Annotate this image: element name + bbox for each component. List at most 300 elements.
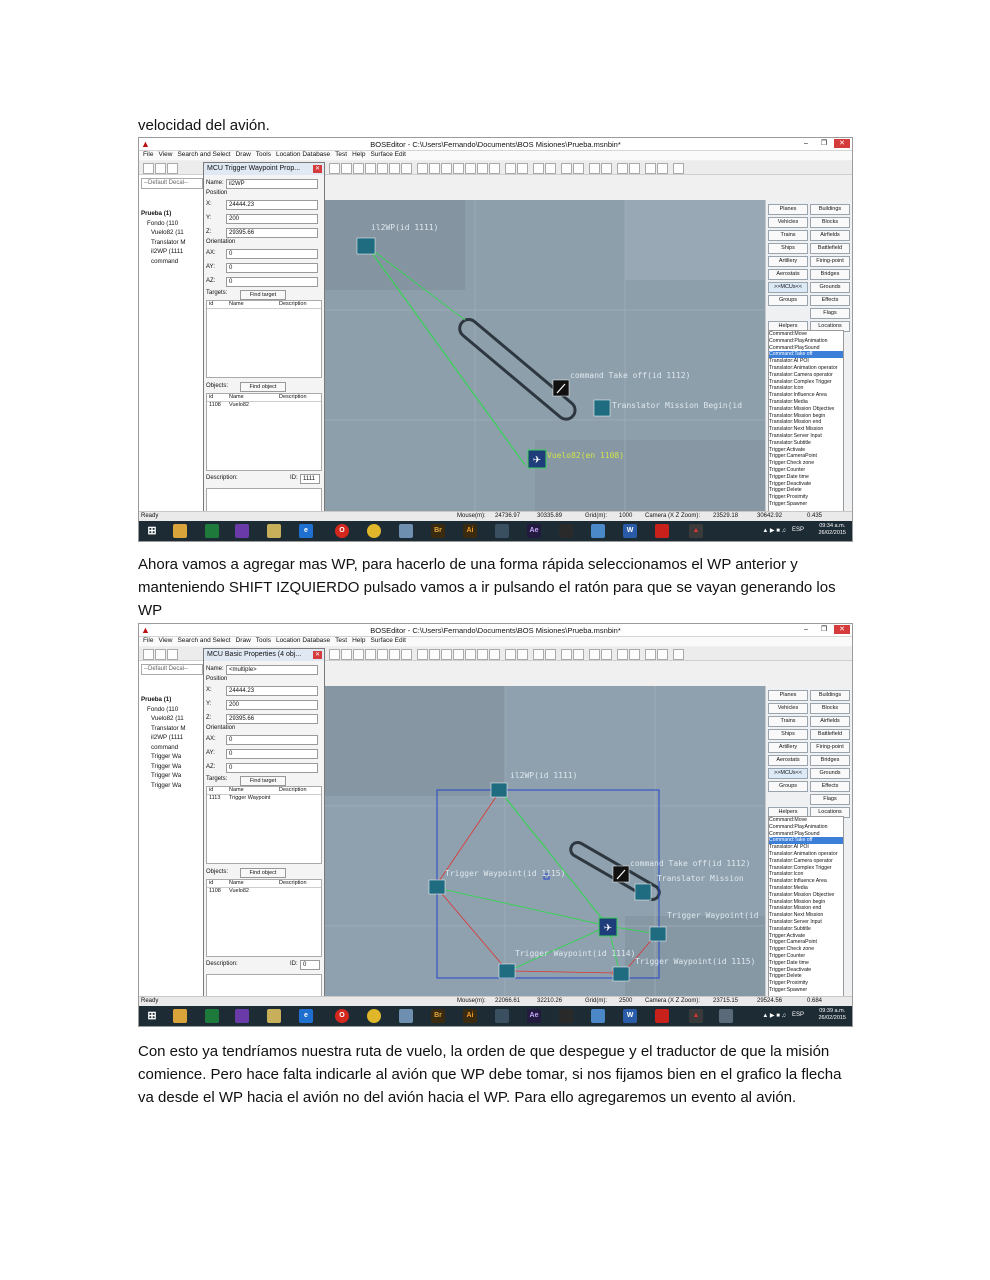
menu-tools[interactable]: Tools: [255, 637, 271, 644]
toolbar-tool-icon[interactable]: [477, 163, 488, 174]
menu-test[interactable]: Test: [335, 151, 348, 158]
toolbar-tool-icon[interactable]: [401, 649, 412, 660]
after-effects-icon[interactable]: Ae: [527, 524, 541, 538]
palette-button[interactable]: Blocks: [810, 217, 850, 228]
list-item[interactable]: Command:PlayAnimation: [769, 337, 828, 344]
toolbar-tool-icon[interactable]: [401, 163, 412, 174]
toolbar-tool-icon[interactable]: [377, 649, 388, 660]
toolbar-tool-icon[interactable]: [341, 649, 352, 660]
palette-button[interactable]: Effects: [810, 781, 850, 792]
paste-icon[interactable]: [167, 649, 178, 660]
palette-button[interactable]: Grounds: [810, 282, 850, 293]
ay-field[interactable]: 0: [226, 263, 318, 273]
translator-icon[interactable]: [635, 884, 651, 900]
tree-item[interactable]: command: [151, 257, 179, 265]
toolbar-tool-icon[interactable]: [589, 649, 600, 660]
list-item[interactable]: Translator:Mission Objective: [769, 405, 835, 412]
list-item[interactable]: Translator:Mission Objective: [769, 891, 835, 898]
map-label-trigger-waypoint: Trigger Waypoint(id: [667, 911, 759, 920]
folder-icon[interactable]: [173, 1009, 187, 1023]
palette-button-mcus[interactable]: >>MCUs<<: [768, 282, 808, 293]
list-item[interactable]: Trigger:Spawner: [769, 986, 808, 993]
menu-help[interactable]: Help: [352, 151, 366, 158]
grid-header: Name: [229, 301, 244, 307]
close-button[interactable]: ✕: [834, 139, 850, 148]
tree-item[interactable]: Trigger Wa: [151, 772, 182, 779]
list-item[interactable]: Translator:Next Mission: [769, 426, 824, 433]
word-icon[interactable]: W: [623, 1009, 637, 1023]
toolbar-tool-icon[interactable]: [589, 163, 600, 174]
waypoint-icon[interactable]: [491, 783, 507, 797]
list-item[interactable]: Translator:AI POI: [769, 358, 809, 365]
palette-button[interactable]: Planes: [768, 690, 808, 701]
palette-button[interactable]: Firing-point: [810, 742, 850, 753]
list-item-selected[interactable]: Command:Take off: [769, 351, 843, 358]
status-camera-x: 23529.18: [713, 513, 739, 519]
folder-icon[interactable]: [173, 524, 187, 538]
toolbar-tool-icon[interactable]: [673, 649, 684, 660]
palette-button[interactable]: Grounds: [810, 768, 850, 779]
tree-item[interactable]: Prueba (1): [141, 696, 172, 703]
list-item[interactable]: Translator:Camera operator: [769, 857, 833, 864]
toolbar-tool-icon[interactable]: [505, 163, 516, 174]
menu-search-select[interactable]: Search and Select: [177, 151, 231, 158]
y-label: Y:: [206, 701, 212, 707]
files-icon[interactable]: [267, 1009, 281, 1023]
palette-button[interactable]: Trains: [768, 716, 808, 727]
list-item[interactable]: Translator:Next Mission: [769, 912, 824, 919]
illustrator-icon[interactable]: Ai: [463, 524, 477, 538]
toolbar-tool-icon[interactable]: [365, 163, 376, 174]
palette-button[interactable]: Flags: [810, 794, 850, 805]
list-item[interactable]: Translator:Influence Area: [769, 878, 827, 885]
tree-item[interactable]: Vuelo82 (11: [151, 715, 184, 722]
targets-label: Targets:: [206, 776, 228, 782]
palette-button[interactable]: Ships: [768, 729, 808, 740]
ax-field[interactable]: 0: [226, 249, 318, 259]
position-label: Position: [206, 190, 228, 196]
list-item-selected[interactable]: Command:Take off: [769, 837, 843, 844]
toolbar-tool-icon[interactable]: [617, 649, 628, 660]
tree-item[interactable]: command: [151, 743, 179, 751]
y-field[interactable]: 200: [226, 700, 318, 710]
link-icon[interactable]: [429, 649, 440, 660]
visual-studio-icon[interactable]: [235, 524, 249, 538]
toolbar-tool-icon[interactable]: [629, 163, 640, 174]
menu-draw[interactable]: Draw: [235, 151, 251, 158]
id-field[interactable]: 0: [300, 960, 320, 970]
files-icon[interactable]: [267, 524, 281, 538]
notepad-icon[interactable]: [399, 524, 413, 538]
menu-location-database[interactable]: Location Database: [275, 637, 331, 644]
toolbar-tool-icon[interactable]: [341, 163, 352, 174]
tree-item[interactable]: Prueba (1): [141, 210, 172, 217]
list-item[interactable]: Trigger:Deactivate: [769, 966, 812, 973]
toolbar-tool-icon[interactable]: [561, 649, 572, 660]
list-item[interactable]: Trigger:Deactivate: [769, 480, 812, 487]
table-row[interactable]: [207, 795, 321, 802]
toolbar-tool-icon[interactable]: [489, 163, 500, 174]
dialog-close-icon[interactable]: ✕: [314, 652, 321, 658]
list-item[interactable]: Translator:Icon: [769, 871, 804, 878]
palette-button[interactable]: Locations: [810, 321, 850, 332]
word-icon[interactable]: W: [623, 524, 637, 538]
menu-file[interactable]: File: [143, 637, 154, 644]
menu-view[interactable]: View: [158, 637, 173, 644]
language-indicator[interactable]: ESP: [791, 527, 804, 533]
app-icon[interactable]: [495, 1009, 509, 1023]
palette-button[interactable]: Vehicles: [768, 703, 808, 714]
toolbar-tool-icon[interactable]: [645, 649, 656, 660]
list-item[interactable]: Command:Move: [769, 331, 808, 337]
list-item[interactable]: Translator:Complex Trigger: [769, 378, 832, 385]
windows-taskbar: [139, 521, 852, 541]
tree-item[interactable]: Vuelo82 (11: [151, 229, 184, 236]
restore-button[interactable]: ❐: [820, 140, 828, 147]
map-label-takeoff: command Take off(id 1112): [630, 859, 751, 868]
app-icon[interactable]: [495, 524, 509, 538]
list-item[interactable]: Trigger:Check zone: [769, 460, 815, 467]
toolbar-tool-icon[interactable]: [573, 649, 584, 660]
list-item[interactable]: Trigger:Date time: [769, 473, 809, 480]
after-effects-icon[interactable]: Ae: [527, 1009, 541, 1023]
status-grid-value: 1000: [619, 513, 633, 519]
palette-button[interactable]: Vehicles: [768, 217, 808, 228]
palette-button[interactable]: Buildings: [810, 690, 850, 701]
list-item[interactable]: Trigger:Counter: [769, 952, 806, 959]
menu-surface-edit[interactable]: Surface Edit: [370, 151, 406, 158]
toolbar-tool-icon[interactable]: [465, 163, 476, 174]
tree-item[interactable]: Trigger Wa: [151, 781, 182, 789]
toolbar-tool-icon[interactable]: [573, 163, 584, 174]
name-field[interactable]: <multiple>: [226, 665, 318, 675]
x-field[interactable]: 24444.23: [226, 200, 318, 210]
close-button[interactable]: ✕: [834, 625, 850, 634]
visual-studio-icon[interactable]: [235, 1009, 249, 1023]
tree-item[interactable]: Translator M: [151, 724, 186, 732]
list-item[interactable]: Translator:AI POI: [769, 844, 809, 851]
menu-help[interactable]: Help: [352, 637, 366, 644]
list-item[interactable]: Trigger:Activate: [769, 932, 806, 939]
palette-button[interactable]: Effects: [810, 295, 850, 306]
palette-button[interactable]: Groups: [768, 295, 808, 306]
toolbar-tool-icon[interactable]: [389, 649, 400, 660]
unity-icon[interactable]: [559, 1009, 573, 1023]
palette-button[interactable]: Groups: [768, 781, 808, 792]
palette-button[interactable]: Ships: [768, 243, 808, 254]
object-tree: [141, 695, 186, 790]
toolbar-tool-icon[interactable]: [465, 649, 476, 660]
list-item[interactable]: Command:PlaySound: [769, 344, 820, 351]
restore-button[interactable]: ❐: [820, 626, 828, 633]
palette-button[interactable]: Aerostats: [768, 755, 808, 766]
toolbar-tool-icon[interactable]: [489, 649, 500, 660]
link-icon[interactable]: [429, 163, 440, 174]
list-item[interactable]: Translator:Mission end: [769, 905, 822, 912]
table-row[interactable]: [207, 402, 321, 409]
paste-icon[interactable]: [167, 163, 178, 174]
grid-header: Name: [229, 787, 244, 793]
dialog-close-icon[interactable]: ✕: [314, 166, 321, 172]
link-icon[interactable]: [417, 163, 428, 174]
toolbar-tool-icon[interactable]: [601, 649, 612, 660]
ax-field[interactable]: 0: [226, 735, 318, 745]
menu-search-select[interactable]: Search and Select: [177, 637, 231, 644]
toolbar-tool-icon[interactable]: [389, 163, 400, 174]
toolbar-tool-icon[interactable]: [601, 163, 612, 174]
toolbar-tool-icon[interactable]: [533, 163, 544, 174]
toolbar-tool-icon[interactable]: [629, 649, 640, 660]
toolbar-tool-icon[interactable]: [453, 649, 464, 660]
menu-draw[interactable]: Draw: [235, 637, 251, 644]
copy-icon[interactable]: [155, 649, 166, 660]
toolbar-tool-icon[interactable]: [453, 163, 464, 174]
x-field[interactable]: 24444.23: [226, 686, 318, 696]
copy-icon[interactable]: [155, 163, 166, 174]
clock[interactable]: [818, 523, 846, 537]
grid-header: Description: [279, 787, 307, 793]
az-field[interactable]: 0: [226, 763, 318, 773]
translator-icon[interactable]: [594, 400, 610, 416]
list-item[interactable]: Translator:Icon: [769, 385, 804, 392]
status-mouse-z: 30335.89: [537, 513, 563, 519]
internet-explorer-icon[interactable]: e: [299, 1009, 313, 1023]
palette-button[interactable]: Battlefield: [810, 729, 850, 740]
opera-icon[interactable]: O: [335, 1009, 349, 1023]
window-titlebar: [139, 138, 852, 151]
system-tray-icons[interactable]: ▲ ▶ ■ ♫: [762, 1013, 786, 1019]
toolbar-tool-icon[interactable]: [377, 163, 388, 174]
palette-button[interactable]: Battlefield: [810, 243, 850, 254]
waypoint-icon[interactable]: [499, 964, 515, 978]
cube-icon[interactable]: [591, 1009, 605, 1023]
toolbar-tool-icon[interactable]: [617, 163, 628, 174]
internet-explorer-icon[interactable]: e: [299, 524, 313, 538]
tree-item[interactable]: Fondo (110: [147, 219, 179, 227]
list-item[interactable]: Translator:Mission end: [769, 419, 822, 426]
notepad-icon[interactable]: [399, 1009, 413, 1023]
dot-icon[interactable]: [441, 649, 452, 660]
ay-label: AY:: [206, 750, 215, 756]
y-field[interactable]: 200: [226, 214, 318, 224]
tree-item[interactable]: Trigger Wa: [151, 753, 182, 760]
toolbar-tool-icon[interactable]: [329, 649, 340, 660]
toolbar-tool-icon[interactable]: [365, 649, 376, 660]
menu-tools[interactable]: Tools: [255, 151, 271, 158]
toolbar-tool-icon[interactable]: [545, 163, 556, 174]
system-tray-icons[interactable]: ▲ ▶ ■ ♫: [762, 528, 786, 534]
list-item[interactable]: Translator:Animation operator: [769, 364, 838, 371]
menu-file[interactable]: File: [143, 151, 154, 158]
object-palette-panel: [765, 200, 852, 519]
list-item[interactable]: Command:PlayAnimation: [769, 823, 828, 830]
palette-button[interactable]: Helpers: [768, 807, 808, 818]
palette-button[interactable]: Helpers: [768, 321, 808, 332]
az-field[interactable]: 0: [226, 277, 318, 287]
palette-button[interactable]: Airfields: [810, 230, 850, 241]
toolbar-tool-icon[interactable]: [517, 163, 528, 174]
list-item[interactable]: Trigger:Activate: [769, 446, 806, 453]
list-item[interactable]: Trigger:Proximity: [769, 494, 809, 501]
chrome-icon[interactable]: [367, 524, 381, 538]
windows-taskbar: [139, 1006, 852, 1026]
find-object-button[interactable]: Find object: [240, 868, 286, 878]
toolbar-tool-icon[interactable]: [673, 163, 684, 174]
boseditor-taskbar-icon[interactable]: ▲: [689, 1009, 703, 1023]
list-item[interactable]: Trigger:CameraPoint: [769, 453, 817, 460]
grid-header: Description: [279, 301, 307, 307]
list-item[interactable]: Translator:Media: [769, 398, 808, 405]
palette-button[interactable]: Planes: [768, 204, 808, 215]
list-item[interactable]: Trigger:Counter: [769, 466, 806, 473]
palette-button[interactable]: Buildings: [810, 204, 850, 215]
palette-buttons: [768, 690, 850, 818]
list-item[interactable]: Trigger:Proximity: [769, 980, 809, 987]
y-label: Y:: [206, 215, 212, 221]
map-canvas[interactable]: [325, 200, 765, 519]
list-item[interactable]: Translator:Media: [769, 884, 808, 891]
palette-button-mcus[interactable]: >>MCUs<<: [768, 768, 808, 779]
minimize-button[interactable]: –: [804, 626, 808, 633]
list-item[interactable]: Translator:Server Input: [769, 918, 822, 925]
acrobat-icon[interactable]: [655, 524, 669, 538]
find-target-button[interactable]: Find target: [240, 776, 286, 786]
app-green-icon[interactable]: [205, 1009, 219, 1023]
paint-icon[interactable]: [719, 1009, 733, 1023]
properties-dialog: [203, 162, 325, 536]
tree-item[interactable]: Fondo (110: [147, 705, 179, 713]
decal-select[interactable]: --Default Decal--: [141, 664, 203, 675]
list-item[interactable]: Translator:Subtitle: [769, 439, 811, 446]
list-item[interactable]: Trigger:Delete: [769, 487, 802, 494]
palette-button[interactable]: Artillery: [768, 256, 808, 267]
menu-surface-edit[interactable]: Surface Edit: [370, 637, 406, 644]
chrome-icon[interactable]: [367, 1009, 381, 1023]
cube-icon[interactable]: [591, 524, 605, 538]
status-camera-x: 23715.15: [713, 998, 739, 1004]
waypoint-icon[interactable]: [429, 880, 445, 894]
waypoint-icon[interactable]: [357, 238, 375, 254]
acrobat-icon[interactable]: [655, 1009, 669, 1023]
minimize-button[interactable]: –: [804, 140, 808, 147]
z-field[interactable]: 29395.66: [226, 714, 318, 724]
toolbar-tool-icon[interactable]: [657, 649, 668, 660]
palette-button[interactable]: Bridges: [810, 269, 850, 280]
menu-test[interactable]: Test: [335, 637, 348, 644]
list-item[interactable]: Translator:Complex Trigger: [769, 864, 832, 871]
language-indicator[interactable]: ESP: [791, 1012, 804, 1018]
ay-field[interactable]: 0: [226, 749, 318, 759]
find-target-button[interactable]: Find target: [240, 290, 286, 300]
start-icon[interactable]: ⊞: [147, 1010, 157, 1022]
palette-button[interactable]: Bridges: [810, 755, 850, 766]
opera-icon[interactable]: O: [335, 524, 349, 538]
list-item[interactable]: Trigger:Check zone: [769, 946, 815, 953]
list-item[interactable]: Trigger:Spawner: [769, 500, 808, 507]
find-object-button[interactable]: Find object: [240, 382, 286, 392]
tree-item[interactable]: il2WP (1111: [151, 734, 184, 741]
list-item[interactable]: Command:PlaySound: [769, 830, 820, 837]
cut-icon[interactable]: [143, 649, 154, 660]
list-item[interactable]: Translator:Influence Area: [769, 392, 827, 399]
list-item[interactable]: Trigger:Delete: [769, 973, 802, 980]
toolbar-tool-icon[interactable]: [353, 649, 364, 660]
z-field[interactable]: 29395.66: [226, 228, 318, 238]
menu-view[interactable]: View: [158, 151, 173, 158]
waypoint-icon[interactable]: [650, 927, 666, 941]
list-item[interactable]: Trigger:Date time: [769, 959, 809, 966]
tree-item[interactable]: Translator M: [151, 238, 186, 246]
list-item[interactable]: Translator:Server Input: [769, 432, 822, 439]
palette-button[interactable]: Blocks: [810, 703, 850, 714]
map-view[interactable]: [325, 200, 765, 519]
toolbar-tool-icon[interactable]: [545, 649, 556, 660]
object-id: 1108: [209, 888, 221, 894]
palette-button[interactable]: Locations: [810, 807, 850, 818]
palette-button[interactable]: Aerostats: [768, 269, 808, 280]
menu-location-database[interactable]: Location Database: [275, 151, 331, 158]
map-canvas[interactable]: [325, 686, 765, 1004]
unity-icon[interactable]: [559, 524, 573, 538]
palette-button[interactable]: Trains: [768, 230, 808, 241]
list-item[interactable]: Command:Move: [769, 817, 808, 823]
toolbar-tool-icon[interactable]: [329, 163, 340, 174]
map-view[interactable]: [325, 686, 765, 1004]
palette-button[interactable]: Airfields: [810, 716, 850, 727]
palette-button[interactable]: Flags: [810, 308, 850, 319]
tree-item[interactable]: Trigger Wa: [151, 762, 182, 770]
decal-select[interactable]: --Default Decal--: [141, 178, 203, 189]
toolbar-tool-icon[interactable]: [477, 649, 488, 660]
toolbar-tool-icon[interactable]: [517, 649, 528, 660]
name-field[interactable]: il2WP: [226, 179, 318, 189]
list-item[interactable]: Translator:Camera operator: [769, 371, 833, 378]
tree-item[interactable]: il2WP (1111: [151, 248, 184, 255]
status-bar: [139, 996, 852, 1006]
boseditor-taskbar-icon[interactable]: ▲: [689, 524, 703, 538]
list-item[interactable]: Trigger:CameraPoint: [769, 939, 817, 946]
list-item[interactable]: Translator:Mission begin: [769, 412, 826, 419]
app-green-icon[interactable]: [205, 524, 219, 538]
toolbar-tool-icon[interactable]: [533, 649, 544, 660]
toolbar-tool-icon[interactable]: [505, 649, 516, 660]
clock[interactable]: [818, 1008, 846, 1022]
cut-icon[interactable]: [143, 163, 154, 174]
mcu-list: [768, 330, 844, 516]
list-item[interactable]: Translator:Subtitle: [769, 925, 811, 932]
toolbar-tool-icon[interactable]: [353, 163, 364, 174]
bridge-icon[interactable]: Br: [431, 1009, 445, 1023]
toolbar-tool-icon[interactable]: [645, 163, 656, 174]
dot-icon[interactable]: [441, 163, 452, 174]
palette-button[interactable]: Artillery: [768, 742, 808, 753]
start-icon[interactable]: ⊞: [147, 525, 157, 537]
toolbar-tool-icon[interactable]: [657, 163, 668, 174]
waypoint-icon[interactable]: [613, 967, 629, 981]
status-mouse-x: 24736.97: [495, 513, 521, 519]
table-row[interactable]: [207, 888, 321, 895]
palette-button[interactable]: Firing-point: [810, 256, 850, 267]
link-icon[interactable]: [417, 649, 428, 660]
toolbar-tool-icon[interactable]: [561, 163, 572, 174]
map-label-trigger-waypoint: Trigger Waypoint(id 1115): [635, 957, 756, 966]
list-item[interactable]: Translator:Animation operator: [769, 850, 838, 857]
id-field[interactable]: 1111: [300, 474, 320, 484]
editor-screenshot-2: [138, 623, 853, 1027]
bridge-icon[interactable]: Br: [431, 524, 445, 538]
list-item[interactable]: Translator:Mission begin: [769, 898, 826, 905]
illustrator-icon[interactable]: Ai: [463, 1009, 477, 1023]
